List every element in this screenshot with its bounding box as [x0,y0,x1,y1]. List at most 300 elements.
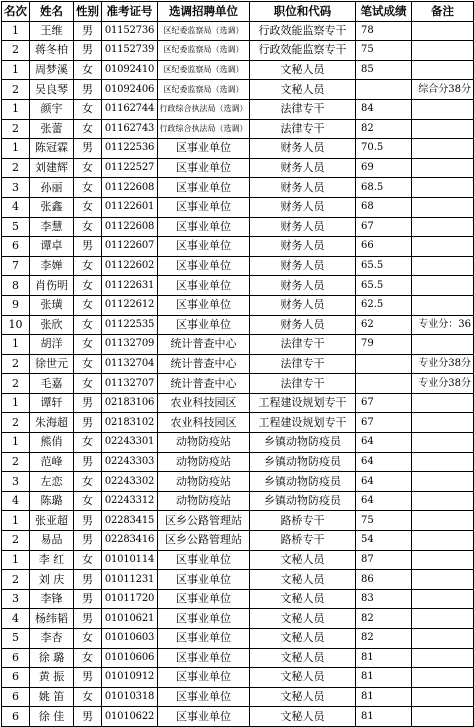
cell-gender: 女 [74,217,102,237]
cell-name: 徐 璐 [30,648,74,668]
cell-gender: 男 [74,413,102,433]
cell-score: 66 [356,237,412,257]
cell-remark [412,668,474,688]
cell-gender: 男 [74,237,102,257]
cell-position: 财务人员 [250,139,356,159]
cell-exam-id: 01122527 [102,158,158,178]
cell-position: 乡镇动物防疫员 [250,433,356,453]
cell-remark [412,550,474,570]
cell-rank: 3 [2,589,30,609]
cell-remark [412,648,474,668]
cell-unit: 区事业单位 [158,217,250,237]
cell-exam-id: 01010606 [102,648,158,668]
cell-position: 文秘人员 [250,707,356,727]
cell-score: 70.5 [356,139,412,159]
cell-rank: 6 [2,707,30,727]
cell-rank: 8 [2,276,30,296]
cell-exam-id: 01152739 [102,41,158,61]
cell-remark [412,629,474,649]
cell-unit: 区事业单位 [158,197,250,217]
cell-unit: 区事业单位 [158,315,250,335]
cell-name: 毛嘉 [30,374,74,394]
cell-exam-id: 02243302 [102,472,158,492]
cell-rank: 2 [2,570,30,590]
cell-rank: 3 [2,178,30,198]
cell-gender: 男 [74,452,102,472]
cell-name: 蒋冬柏 [30,41,74,61]
cell-rank: 2 [2,80,30,100]
cell-position: 工程建设规划专干 [250,413,356,433]
cell-gender: 女 [74,433,102,453]
cell-name: 朱海超 [30,413,74,433]
cell-name: 徐 佳 [30,707,74,727]
cell-exam-id: 01092410 [102,60,158,80]
cell-score: 85 [356,60,412,80]
cell-position: 乡镇动物防疫员 [250,452,356,472]
table-row [2,589,474,609]
cell-score: 68 [356,197,412,217]
cell-remark [412,491,474,511]
cell-remark [412,609,474,629]
table-row [2,41,474,61]
cell-remark [412,256,474,276]
cell-remark [412,119,474,139]
table-row [2,668,474,688]
cell-rank: 1 [2,21,30,41]
cell-position: 财务人员 [250,197,356,217]
cell-name: 李杏 [30,629,74,649]
cell-position: 文秘人员 [250,60,356,80]
cell-exam-id: 01010621 [102,609,158,629]
cell-name: 颜宇 [30,99,74,119]
cell-score: 64 [356,433,412,453]
cell-name: 张亚超 [30,511,74,531]
cell-rank: 2 [2,374,30,394]
cell-gender: 女 [74,276,102,296]
cell-score: 81 [356,707,412,727]
cell-name: 李慧 [30,217,74,237]
cell-score: 69 [356,158,412,178]
cell-gender: 女 [74,178,102,198]
table-row [2,354,474,374]
cell-position: 文秘人员 [250,609,356,629]
cell-rank: 4 [2,197,30,217]
cell-exam-id: 01010114 [102,550,158,570]
cell-unit: 区事业单位 [158,629,250,649]
cell-score: 67 [356,217,412,237]
cell-exam-id: 01122631 [102,276,158,296]
cell-exam-id: 01122608 [102,217,158,237]
table-row [2,472,474,492]
table-row [2,570,474,590]
cell-gender: 女 [74,648,102,668]
cell-remark [412,589,474,609]
cell-position: 文秘人员 [250,687,356,707]
cell-remark [412,295,474,315]
cell-remark [412,217,474,237]
cell-position: 财务人员 [250,256,356,276]
cell-score: 78 [356,21,412,41]
cell-score: 65.5 [356,276,412,296]
cell-unit: 动物防疫站 [158,491,250,511]
cell-exam-id: 02183102 [102,413,158,433]
cell-gender: 男 [74,707,102,727]
cell-unit: 区事业单位 [158,178,250,198]
cell-name: 杨纬韬 [30,609,74,629]
score-table [1,1,474,727]
cell-unit: 区事业单位 [158,158,250,178]
header-name: 姓名 [30,2,74,22]
cell-name: 谭轩 [30,393,74,413]
cell-exam-id: 01122536 [102,139,158,159]
cell-exam-id: 01132707 [102,374,158,394]
cell-gender: 男 [74,80,102,100]
cell-unit: 区纪委监察局（选调） [158,60,250,80]
cell-name: 谭卓 [30,237,74,257]
cell-position: 财务人员 [250,158,356,178]
cell-unit: 行政综合执法局（选调） [158,99,250,119]
cell-position: 财务人员 [250,237,356,257]
cell-score: 82 [356,629,412,649]
cell-unit: 区事业单位 [158,237,250,257]
cell-rank: 1 [2,139,30,159]
cell-score: 81 [356,648,412,668]
cell-gender: 女 [74,629,102,649]
cell-name: 易品 [30,531,74,551]
cell-score: 67 [356,393,412,413]
cell-score: 64 [356,491,412,511]
header-exam-id: 准考证号 [102,2,158,22]
cell-exam-id: 01132709 [102,335,158,355]
cell-remark: 专业分38分 [412,374,474,394]
cell-rank: 1 [2,393,30,413]
cell-rank: 4 [2,609,30,629]
table-row [2,491,474,511]
cell-rank: 9 [2,295,30,315]
cell-score: 67 [356,413,412,433]
cell-gender: 女 [74,119,102,139]
cell-score: 81 [356,687,412,707]
table-row [2,60,474,80]
cell-name: 吴良琴 [30,80,74,100]
cell-name: 徐世元 [30,354,74,374]
cell-position: 财务人员 [250,178,356,198]
cell-gender: 男 [74,41,102,61]
cell-rank: 1 [2,99,30,119]
cell-score: 82 [356,609,412,629]
cell-rank: 1 [2,433,30,453]
cell-name: 周梦溪 [30,60,74,80]
cell-gender: 男 [74,511,102,531]
cell-exam-id: 01132704 [102,354,158,374]
cell-position: 文秘人员 [250,589,356,609]
table-row [2,21,474,41]
cell-position: 法律专干 [250,99,356,119]
cell-position: 法律专干 [250,374,356,394]
cell-score: 82 [356,119,412,139]
cell-rank: 2 [2,452,30,472]
header-rank: 名次 [2,2,30,22]
cell-rank: 5 [2,629,30,649]
cell-gender: 女 [74,550,102,570]
cell-position: 财务人员 [250,315,356,335]
cell-position: 乡镇动物防疫员 [250,491,356,511]
table-row [2,374,474,394]
table-row [2,335,474,355]
table-row [2,707,474,727]
table-row [2,99,474,119]
cell-position: 文秘人员 [250,629,356,649]
cell-unit: 农业科技园区 [158,393,250,413]
cell-name: 黄 振 [30,668,74,688]
cell-name: 陈冠霖 [30,139,74,159]
table-row [2,119,474,139]
cell-unit: 区事业单位 [158,668,250,688]
cell-rank: 2 [2,158,30,178]
cell-position: 路桥专干 [250,511,356,531]
cell-remark [412,178,474,198]
cell-score: 79 [356,335,412,355]
table-row [2,511,474,531]
cell-remark [412,60,474,80]
cell-exam-id: 02283415 [102,511,158,531]
cell-score: 54 [356,531,412,551]
table-row [2,687,474,707]
table-row [2,276,474,296]
header-position: 职位和代码 [250,2,356,22]
cell-score: 81 [356,668,412,688]
cell-unit: 区事业单位 [158,256,250,276]
table-row [2,550,474,570]
table-row [2,139,474,159]
cell-score: 83 [356,589,412,609]
cell-score: 84 [356,99,412,119]
cell-name: 张蕾 [30,119,74,139]
cell-name: 张璜 [30,295,74,315]
table-row [2,197,474,217]
cell-score: 65.5 [356,256,412,276]
cell-remark [412,511,474,531]
cell-gender: 男 [74,589,102,609]
cell-unit: 动物防疫站 [158,433,250,453]
cell-remark [412,570,474,590]
cell-position: 文秘人员 [250,668,356,688]
header-remark: 备注 [412,2,474,22]
cell-score: 75 [356,511,412,531]
cell-gender: 女 [74,256,102,276]
cell-rank: 7 [2,256,30,276]
cell-gender: 男 [74,21,102,41]
table-row [2,158,474,178]
cell-name: 范峰 [30,452,74,472]
cell-exam-id: 01011231 [102,570,158,590]
cell-remark [412,158,474,178]
cell-name: 李 红 [30,550,74,570]
cell-score: 86 [356,570,412,590]
cell-rank: 1 [2,511,30,531]
table-row [2,256,474,276]
cell-rank: 6 [2,668,30,688]
cell-name: 左恋 [30,472,74,492]
cell-rank: 1 [2,335,30,355]
table-row [2,178,474,198]
cell-exam-id: 02243301 [102,433,158,453]
cell-gender: 女 [74,335,102,355]
cell-position: 财务人员 [250,217,356,237]
cell-unit: 区乡公路管理站 [158,511,250,531]
cell-position: 文秘人员 [250,80,356,100]
table-row [2,237,474,257]
cell-name: 刘 庆 [30,570,74,590]
cell-name: 张鑫 [30,197,74,217]
table-row [2,413,474,433]
cell-score [356,354,412,374]
cell-rank: 10 [2,315,30,335]
cell-exam-id: 01010622 [102,707,158,727]
cell-unit: 区事业单位 [158,295,250,315]
cell-gender: 男 [74,393,102,413]
cell-rank: 2 [2,531,30,551]
cell-exam-id: 01122612 [102,295,158,315]
header-row [2,2,474,22]
cell-gender: 男 [74,139,102,159]
cell-exam-id: 02183106 [102,393,158,413]
cell-remark [412,139,474,159]
cell-exam-id: 01122535 [102,315,158,335]
cell-remark [412,531,474,551]
cell-rank: 1 [2,550,30,570]
table-row [2,609,474,629]
cell-unit: 统计普查中心 [158,354,250,374]
cell-remark [412,99,474,119]
cell-unit: 行政综合执法局（选调） [158,119,250,139]
cell-rank: 2 [2,41,30,61]
cell-remark [412,472,474,492]
cell-gender: 女 [74,354,102,374]
cell-unit: 区事业单位 [158,648,250,668]
cell-exam-id: 01010318 [102,687,158,707]
cell-position: 文秘人员 [250,550,356,570]
cell-remark [412,41,474,61]
cell-remark [412,452,474,472]
cell-score: 62 [356,315,412,335]
cell-exam-id: 01010912 [102,668,158,688]
cell-remark [412,335,474,355]
cell-gender: 女 [74,295,102,315]
header-unit: 选调招聘单位 [158,2,250,22]
table-row [2,80,474,100]
cell-exam-id: 01011720 [102,589,158,609]
cell-unit: 动物防疫站 [158,472,250,492]
cell-unit: 农业科技园区 [158,413,250,433]
header-gender: 性别 [74,2,102,22]
cell-remark [412,707,474,727]
cell-name: 李锋 [30,589,74,609]
cell-gender: 女 [74,99,102,119]
cell-unit: 区事业单位 [158,276,250,296]
cell-exam-id: 01122607 [102,237,158,257]
cell-gender: 女 [74,491,102,511]
cell-gender: 女 [74,315,102,335]
cell-position: 法律专干 [250,119,356,139]
cell-position: 文秘人员 [250,570,356,590]
cell-score [356,374,412,394]
table-row [2,217,474,237]
cell-exam-id: 01152736 [102,21,158,41]
cell-score: 62.5 [356,295,412,315]
cell-exam-id: 01162743 [102,119,158,139]
cell-name: 李婵 [30,256,74,276]
cell-gender: 男 [74,570,102,590]
cell-unit: 区乡公路管理站 [158,531,250,551]
table-row [2,629,474,649]
cell-remark [412,413,474,433]
cell-name: 胡洋 [30,335,74,355]
cell-gender: 女 [74,60,102,80]
cell-exam-id: 01122602 [102,256,158,276]
cell-rank: 2 [2,119,30,139]
cell-remark: 综合分38分 [412,80,474,100]
table-row [2,433,474,453]
cell-exam-id: 01122601 [102,197,158,217]
cell-remark [412,197,474,217]
cell-unit: 动物防疫站 [158,452,250,472]
cell-exam-id: 02243312 [102,491,158,511]
cell-unit: 统计普查中心 [158,335,250,355]
cell-name: 姚 笛 [30,687,74,707]
cell-remark [412,393,474,413]
cell-exam-id: 01010603 [102,629,158,649]
cell-unit: 区事业单位 [158,687,250,707]
cell-exam-id: 01092406 [102,80,158,100]
cell-position: 财务人员 [250,276,356,296]
cell-remark [412,433,474,453]
cell-position: 工程建设规划专干 [250,393,356,413]
cell-rank: 6 [2,237,30,257]
cell-exam-id: 02283416 [102,531,158,551]
cell-unit: 区纪委监察局（选调） [158,80,250,100]
cell-unit: 区事业单位 [158,609,250,629]
cell-position: 路桥专干 [250,531,356,551]
cell-position: 法律专干 [250,335,356,355]
cell-position: 法律专干 [250,354,356,374]
cell-position: 乡镇动物防疫员 [250,472,356,492]
cell-score: 75 [356,41,412,61]
cell-position: 财务人员 [250,295,356,315]
cell-unit: 区纪委监察局（选调） [158,21,250,41]
cell-rank: 6 [2,687,30,707]
cell-name: 刘建辉 [30,158,74,178]
cell-gender: 女 [74,472,102,492]
cell-score: 68.5 [356,178,412,198]
table-row [2,531,474,551]
cell-unit: 区纪委监察局（选调） [158,41,250,61]
cell-name: 王维 [30,21,74,41]
cell-rank: 4 [2,491,30,511]
cell-gender: 女 [74,374,102,394]
cell-rank: 6 [2,648,30,668]
header-score: 笔试成绩 [356,2,412,22]
cell-position: 文秘人员 [250,648,356,668]
cell-unit: 区事业单位 [158,589,250,609]
cell-name: 熊俏 [30,433,74,453]
cell-position: 行政效能监察专干 [250,21,356,41]
cell-score: 87 [356,550,412,570]
cell-rank: 3 [2,472,30,492]
cell-rank: 5 [2,217,30,237]
cell-rank: 2 [2,413,30,433]
cell-name: 孙丽 [30,178,74,198]
